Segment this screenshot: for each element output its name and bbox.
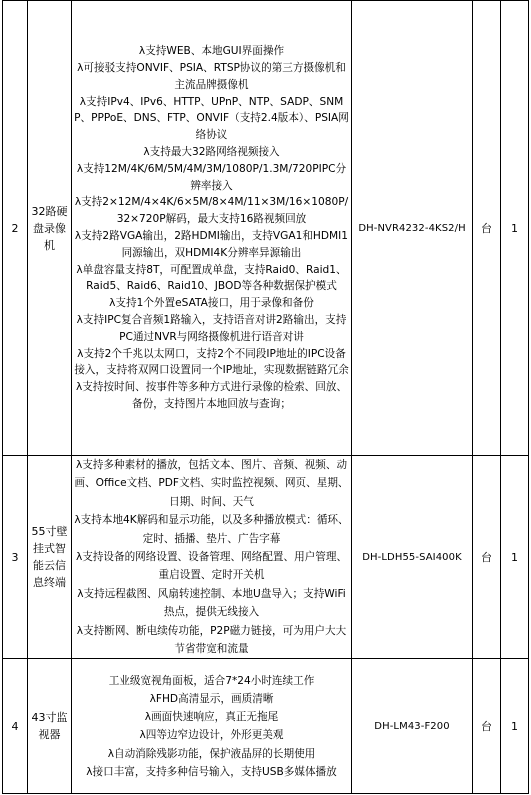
table-row — [3, 1, 529, 456]
item-model: DH-LM43-F200 — [352, 659, 473, 794]
item-specs — [72, 456, 352, 659]
item-unit: 台 — [473, 1, 501, 456]
table-row — [3, 456, 529, 659]
spec-line: λ支持1个外置eSATA接口，用于录像和备份 — [109, 297, 314, 310]
item-number: 3 — [3, 456, 28, 659]
spec-line: λ支持2路VGA输出，2路HDMI输出，支持VGA1和HDMI1同源输出，双HDMI4K分辨率异源输出 — [74, 230, 349, 259]
item-number: 2 — [3, 1, 28, 456]
item-specs — [72, 659, 352, 794]
item-unit: 台 — [473, 659, 501, 794]
item-quantity: 1 — [501, 659, 529, 794]
spec-line: λ支持IPv4、IPv6、HTTP、UPnP、NTP、SADP、SNMP、PPPoE、DNS、FTP、ONVIF（支持2.4版本）、PSIA网络协议 — [74, 95, 349, 142]
spec-line: λFHD高清显示，画质清晰 — [149, 693, 274, 706]
spec-line: λ画面快速响应，真正无拖尾 — [144, 711, 279, 724]
item-unit: 台 — [473, 456, 501, 659]
item-name: 55寸壁挂式智能云信息终端 — [28, 456, 72, 659]
spec-line: λ支持本地4K解码和显示功能，以及多种播放模式：循环、定时、插播、垫片、广告字幕 — [74, 514, 349, 545]
item-number: 4 — [3, 659, 28, 794]
spec-line: 工业级宽视角面板，适合7*24小时连续工作 — [108, 674, 315, 687]
spec-line: λ支持多种素材的播放，包括文本、图片、音频、视频、动画、Office文档、PDF文档、实时监控视频、网页、星期、日期、时间、天气 — [74, 459, 349, 508]
item-name: 43寸监视器 — [28, 659, 72, 794]
spec-line: λ自动消除残影功能，保护液晶屏的长期使用 — [107, 747, 316, 760]
spec-line: λ支持12M/4K/6M/5M/4M/3M/1080P/1.3M/720PIPC分辨率接入 — [76, 162, 347, 192]
spec-line: λ支持2×12M/4×4K/6×5M/8×4M/11×3M/16×1080P/32×720P解码，最大支持16路视频回放 — [74, 196, 349, 226]
spec-line: λ支持2个千兆以太网口，支持2个不同段IP地址的IPC设备接入，支持将双网口设置同一个IP地址，实现数据链路冗余 — [74, 347, 349, 377]
spec-line: λ接口丰富，支持多种信号输入，支持USB多媒体播放 — [86, 765, 337, 778]
item-name: 32路硬盘录像机 — [28, 1, 72, 456]
spec-line: λ支持远程截图、风扇转速控制、本地U盘导入；支持WiFi热点，提供无线接入 — [77, 587, 346, 619]
spec-table — [2, 0, 529, 794]
table-row — [3, 659, 529, 794]
spec-line: λ支持设备的网络设置、设备管理、网络配置、用户管理、重启设置、定时开关机 — [75, 551, 348, 582]
spec-line: λ可接驳支持ONVIF、PSIA、RTSP协议的第三方摄像机和主流品牌摄像机 — [77, 62, 346, 91]
item-quantity: 1 — [501, 456, 529, 659]
spec-line: λ支持WEB、本地GUI界面操作 — [138, 45, 285, 58]
spec-line: λ支持按时间、按事件等多种方式进行录像的检索、回放、备份，支持图片本地回放与查询； — [75, 381, 348, 410]
spec-line: λ支持IPC复合音频1路输入，支持语音对讲2路输出，支持PC通过NVR与网络摄像机进行语音对讲 — [76, 313, 347, 343]
spec-line: λ支持最大32路网络视频接入 — [143, 146, 280, 159]
item-quantity: 1 — [501, 1, 529, 456]
item-model: DH-LDH55-SAI400K — [352, 456, 473, 659]
spec-line: λ单盘容量支持8T，可配置成单盘，支持Raid0、Raid1、Raid5、Raid6、Raid10、JBOD等各种数据保护模式 — [76, 263, 347, 293]
item-model: DH-NVR4232-4KS2/H — [352, 1, 473, 456]
spec-line: λ四等边窄边设计，外形更美观 — [139, 729, 284, 742]
spec-line: λ支持断网、断电续传功能，P2P磁力链接，可为用户大大节省带宽和流量 — [76, 624, 347, 656]
item-specs — [72, 1, 352, 456]
